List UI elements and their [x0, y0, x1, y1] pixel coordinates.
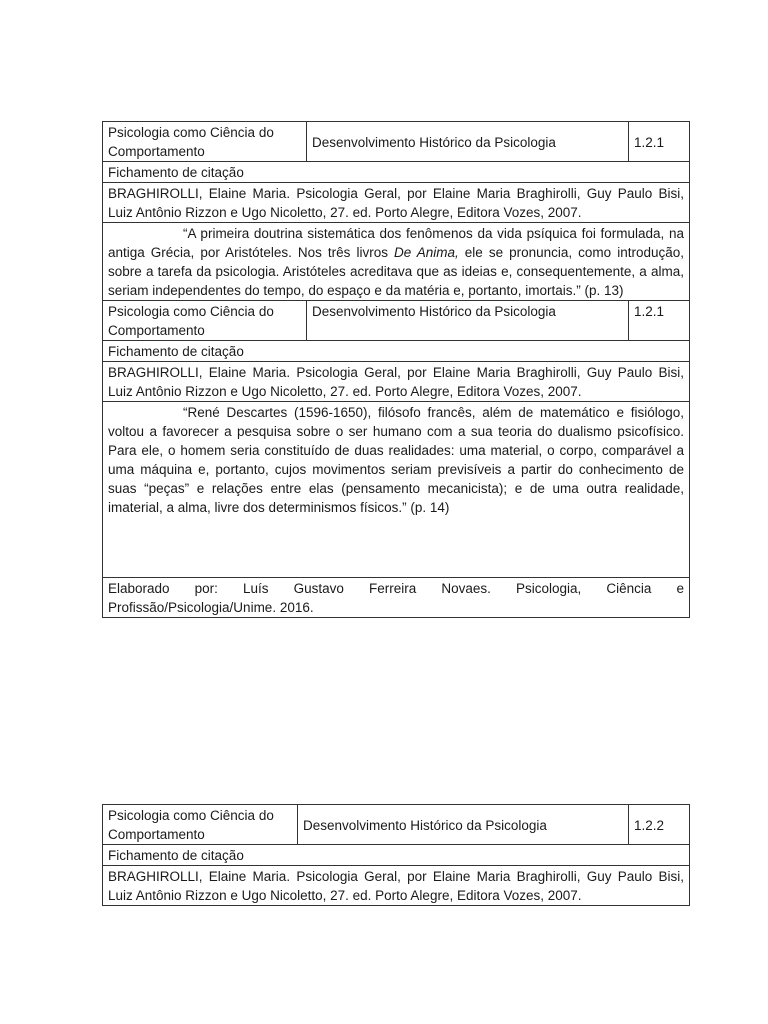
discipline-cell: Psicologia como Ciência do Comportamento [103, 805, 298, 845]
quote-row [103, 402, 690, 578]
citation-cards-group-2 [102, 804, 689, 906]
reference-row [103, 362, 690, 402]
quote-cell: “René Descartes (1596-1650), filósofo francês, além de matemático e fisiólogo, voltou a favorecer a pesquisa sobre o ser humano com a sua teoria do dualismo psicofísico. Para ele, o homem seria constituído de duas realidades: uma material, o corpo, comparável a uma máquina e, portanto, cujos movimentos seriam previsíveis a partir do conhecimento de suas “peças” e relações entre elas (pensamento mecanicista); e de uma outra realidade, imaterial, a alma, livre dos determinismos físicos.” (p. 14) [103, 402, 690, 578]
card-header-row [103, 122, 690, 162]
type-row [103, 162, 690, 183]
quote-row [103, 223, 690, 301]
citation-card-3 [102, 804, 690, 906]
quote-text-cont: ele se pronuncia, como introdução, sobre a tarefa da psicologia. Aristóteles acreditava que as ideias e, consequentemente, a alma, seriam independentes do tempo, do espaço e da matéria e, portanto, imortais.” (p. 13) [108, 245, 684, 298]
card-header-row [103, 805, 690, 845]
reference-cell: BRAGHIROLLI, Elaine Maria. Psicologia Geral, por Elaine Maria Braghirolli, Guy Paulo Bisi, Luiz Antônio Rizzon e Ugo Nicoletto, 27. ed. Porto Alegre, Editora Vozes, 2007. [103, 866, 690, 906]
topic-cell: Desenvolvimento Histórico da Psicologia [307, 301, 629, 341]
card-header-row [103, 301, 690, 341]
quote-cell [103, 223, 690, 301]
discipline-cell: Psicologia como Ciência do Comportamento [103, 122, 307, 162]
quote-text: “A primeira doutrina sistemática dos fenômenos da vida psíquica foi formulada, na antiga Grécia, por Aristóteles. Nos três livros [108, 226, 684, 260]
type-cell: Fichamento de citação [103, 845, 690, 866]
type-row [103, 341, 690, 362]
type-cell: Fichamento de citação [103, 341, 690, 362]
type-row [103, 845, 690, 866]
quote-italic-title: De Anima, [393, 245, 459, 260]
citation-card-2 [102, 300, 690, 618]
reference-row [103, 866, 690, 906]
author-cell: Elaborado por: Luís Gustavo Ferreira Novaes. Psicologia, Ciência e Profissão/Psicologia/Unime. 2016. [103, 578, 690, 618]
code-cell: 1.2.1 [629, 122, 690, 162]
reference-cell: BRAGHIROLLI, Elaine Maria. Psicologia Geral, por Elaine Maria Braghirolli, Guy Paulo Bisi, Luiz Antônio Rizzon e Ugo Nicoletto, 27. ed. Porto Alegre, Editora Vozes, 2007. [103, 183, 690, 223]
topic-cell: Desenvolvimento Histórico da Psicologia [307, 122, 629, 162]
reference-cell: BRAGHIROLLI, Elaine Maria. Psicologia Geral, por Elaine Maria Braghirolli, Guy Paulo Bisi, Luiz Antônio Rizzon e Ugo Nicoletto, 27. ed. Porto Alegre, Editora Vozes, 2007. [103, 362, 690, 402]
reference-row [103, 183, 690, 223]
citation-card-1 [102, 121, 690, 301]
citation-cards-group-1 [102, 121, 689, 618]
author-row [103, 578, 690, 618]
discipline-cell: Psicologia como Ciência do Comportamento [103, 301, 307, 341]
type-cell: Fichamento de citação [103, 162, 690, 183]
code-cell: 1.2.2 [629, 805, 690, 845]
code-cell: 1.2.1 [629, 301, 690, 341]
topic-cell: Desenvolvimento Histórico da Psicologia [298, 805, 629, 845]
